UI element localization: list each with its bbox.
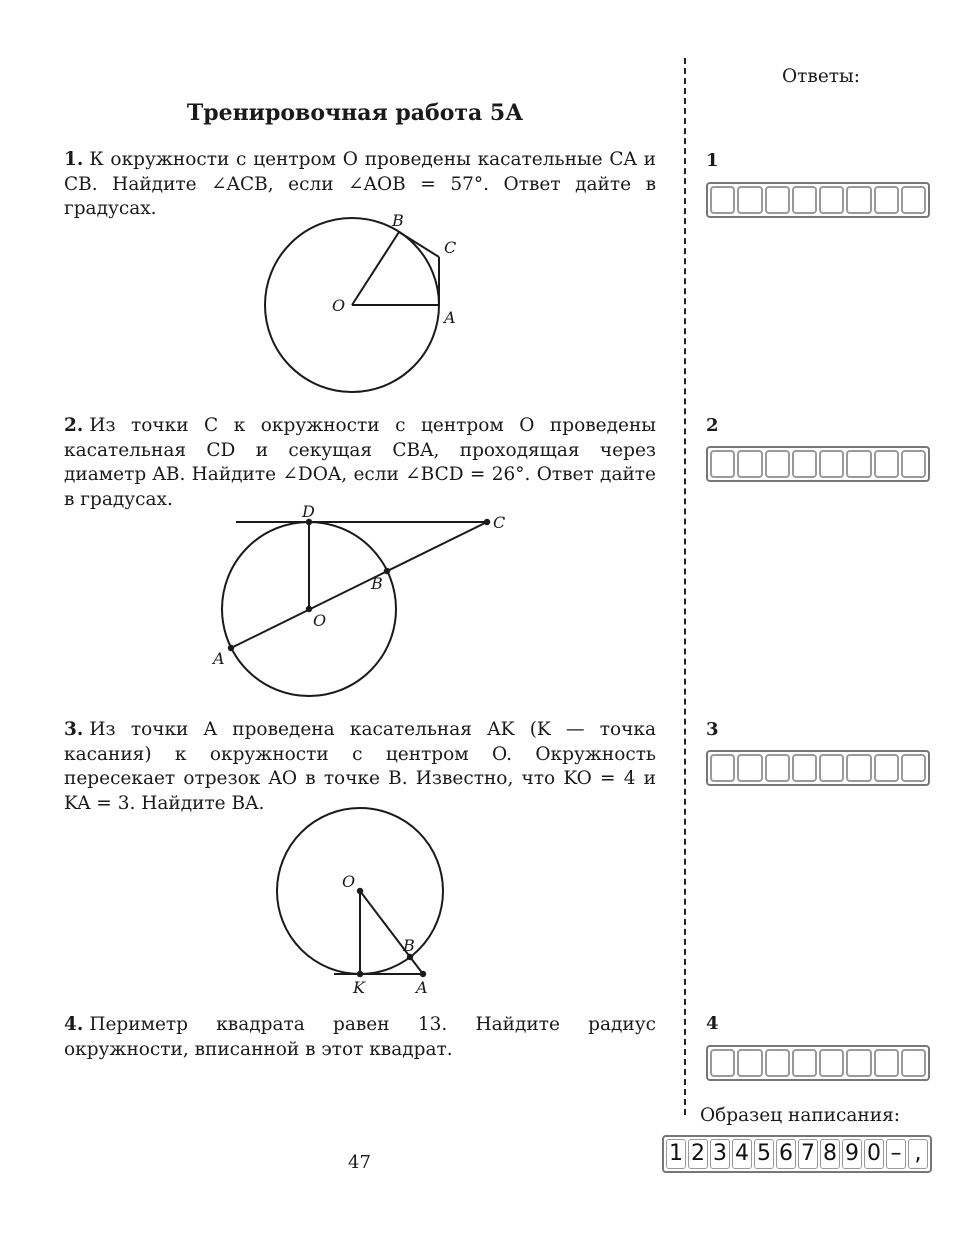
answer-number-1: 1 (706, 150, 719, 171)
answers-header: Ответы: (782, 66, 860, 87)
sample-char: 3 (710, 1139, 730, 1169)
page-title: Тренировочная работа 5А (186, 100, 524, 126)
sample-char: 7 (798, 1139, 818, 1169)
sample-char: 8 (820, 1139, 840, 1169)
answer-number-4: 4 (706, 1013, 719, 1034)
sample-char: 0 (864, 1139, 884, 1169)
column-divider (684, 58, 686, 1115)
answer-field-1[interactable] (706, 182, 930, 218)
label-A: A (213, 649, 225, 668)
answer-number-2: 2 (706, 415, 719, 436)
sample-char: – (886, 1139, 906, 1169)
sample-char: 9 (842, 1139, 862, 1169)
sample-char: 1 (666, 1139, 686, 1169)
label-A: A (416, 978, 428, 997)
label-C: C (444, 238, 457, 257)
label-D: D (302, 502, 315, 521)
answer-number-3: 3 (706, 719, 719, 740)
problem-number: 4. (64, 1014, 84, 1035)
label-B: B (392, 211, 404, 230)
problem-text: Периметр квадрата равен 13. Найдите радиус окружности, вписанной в этот квадрат. (64, 1014, 656, 1060)
figure-3 (270, 800, 470, 1000)
label-B: B (403, 936, 415, 955)
answer-field-3[interactable] (706, 750, 930, 786)
problem-text: Из точки A проведена касательная AK (K — точка касания) к окружности с центром O. Окружность пересекает отрезок AO в точке B. Известно, что KO = 4 и KA = 3. Найдите BA. (64, 719, 656, 814)
answer-field-4[interactable] (706, 1045, 930, 1081)
page-number: 47 (348, 1152, 371, 1173)
sample-char: , (908, 1139, 928, 1169)
problem-number: 3. (64, 719, 84, 740)
figure-1 (250, 205, 480, 405)
sample-char: 2 (688, 1139, 708, 1169)
label-A: A (444, 308, 456, 327)
label-B: B (371, 574, 383, 593)
problem-text: К окружности с центром O проведены касательные CA и CB. Найдите ∠ACB, если ∠AOB = 57°. Ответ дайте в градусах. (64, 149, 656, 219)
sample-char: 6 (776, 1139, 796, 1169)
sample-digits (662, 1135, 932, 1173)
label-K: K (353, 978, 365, 997)
problem-number: 1. (64, 149, 84, 170)
label-C: C (493, 513, 506, 532)
sample-char: 4 (732, 1139, 752, 1169)
sample-label: Образец написания: (700, 1105, 900, 1126)
problem-number: 2. (64, 415, 84, 436)
label-O: O (342, 872, 356, 891)
problem-text: Из точки C к окружности с центром O проведены касательная CD и секущая CBA, проходящая через диаметр AB. Найдите ∠DOA, если ∠BCD = 26°. Ответ дайте в градусах. (64, 415, 656, 510)
problem-4 (64, 1013, 656, 1062)
sample-char: 5 (754, 1139, 774, 1169)
label-O: O (332, 296, 346, 315)
answer-field-2[interactable] (706, 446, 930, 482)
figure-2 (200, 498, 530, 703)
label-O: O (313, 611, 327, 630)
